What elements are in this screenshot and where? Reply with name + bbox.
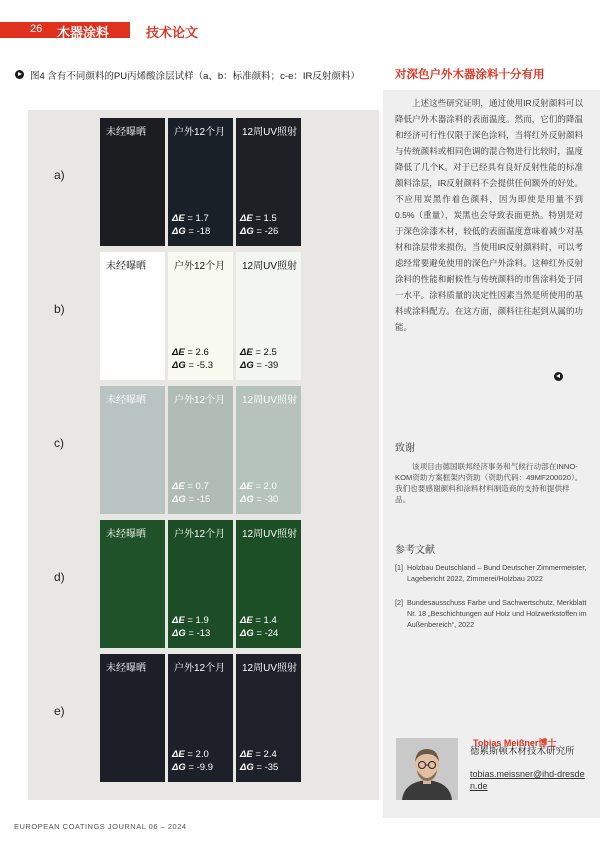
- delta-g-symbol: ΔG: [240, 494, 254, 505]
- swatch-outdoor-12-months: [168, 520, 233, 648]
- delta-e-line: [172, 346, 213, 359]
- delta-e-value: = 2.0: [255, 481, 277, 492]
- delta-g-line: [240, 359, 278, 372]
- delta-e-line: [240, 346, 278, 359]
- delta-e-line: [240, 748, 278, 761]
- delta-g-value: = -18: [188, 226, 211, 237]
- delta-e-symbol: ΔE: [172, 615, 185, 626]
- swatch-values: [240, 212, 278, 238]
- swatch-label: 未经曝晒: [106, 261, 146, 272]
- delta-e-symbol: ΔE: [240, 615, 253, 626]
- delta-g-line: [240, 493, 278, 506]
- swatch-outdoor-12-months: [168, 118, 233, 246]
- delta-g-value: = -15: [188, 494, 211, 505]
- delta-g-symbol: ΔG: [240, 762, 254, 773]
- delta-g-line: [172, 359, 213, 372]
- delta-g-symbol: ΔG: [240, 360, 254, 371]
- swatch-label: 12周UV照射: [242, 663, 298, 674]
- swatch-values: [240, 480, 278, 506]
- delta-g-line: [172, 493, 210, 506]
- delta-e-value: = 0.7: [187, 481, 209, 492]
- delta-g-line: [240, 225, 278, 238]
- delta-g-symbol: ΔG: [172, 360, 186, 371]
- delta-e-line: [172, 614, 210, 627]
- swatch-values: [172, 480, 210, 506]
- author-affiliation: 德累斯顿木材技术研究所: [470, 746, 575, 757]
- swatch-label: 12周UV照射: [242, 127, 298, 138]
- subsection-title: 技术论文: [146, 25, 199, 40]
- delta-g-value: = -24: [256, 628, 279, 639]
- delta-g-value: = -35: [256, 762, 279, 773]
- delta-g-value: = -13: [188, 628, 211, 639]
- article-body: 上述这些研究证明，通过使用IR反射颜料可以降低户外木器涂料的表面温度。然而，它们的降温和经济可行性仅限于深色涂料，当将红外反射颜料与传统颜料或相同色调的混合物进行比较时，温度降低了几个K。对于已经具有良好反射性能的标准颜料涂层，IR反射颜料不会提供任何额外的好处。不应用炭黑作着色颜料，因为即使是用量不到0.5%（重量），炭黑也会导致表面更热。特别是对于深色涂漆木材，较低的表面温度意味着减少对基材和涂层带来损伤。当使用IR反射颜料时，可以考虑经常要避免使用的深色户外涂料。这种红外反射涂料的性能和耐候性与传统颜料的市售涂料处于同一水平。涂料质量的决定性因素当然是所使用的基料或涂料配方。在这方面，颜料往往起到从属的功能。: [395, 98, 583, 332]
- delta-g-line: [240, 627, 278, 640]
- swatch-label: 户外12个月: [174, 529, 226, 540]
- delta-e-symbol: ΔE: [172, 213, 185, 224]
- delta-e-value: = 1.5: [255, 213, 277, 224]
- delta-g-line: [240, 761, 278, 774]
- author-photo: [396, 738, 458, 800]
- caption-arrow-icon: [15, 70, 24, 79]
- row-letter: c): [54, 436, 64, 450]
- delta-e-symbol: ΔE: [172, 347, 185, 358]
- swatch-label: 未经曝晒: [106, 395, 146, 406]
- delta-e-line: [172, 480, 210, 493]
- swatch-values: [240, 614, 278, 640]
- swatch-unexposed: [100, 386, 165, 514]
- delta-g-symbol: ΔG: [172, 494, 186, 505]
- swatch-label: 未经曝晒: [106, 127, 146, 138]
- page-header: [0, 0, 600, 40]
- swatch-label: 未经曝晒: [106, 663, 146, 674]
- swatch-label: 12周UV照射: [242, 529, 298, 540]
- end-arrow-icon: [554, 372, 563, 381]
- figure-caption: 图4 含有不同颜料的PU丙烯酸涂层试样（a、b：标准颜料；c-e：IR反射颜料）: [30, 71, 360, 82]
- swatch-label: 12周UV照射: [242, 261, 298, 272]
- swatch-label: 未经曝晒: [106, 529, 146, 540]
- delta-g-line: [172, 627, 210, 640]
- delta-g-value: = -26: [256, 226, 279, 237]
- delta-e-value: = 2.0: [187, 749, 209, 760]
- journal-footer: EUROPEAN COATINGS JOURNAL 06 – 2024: [14, 822, 187, 831]
- delta-g-line: [172, 761, 213, 774]
- delta-g-symbol: ΔG: [172, 762, 186, 773]
- references-heading: 参考文献: [395, 545, 435, 556]
- delta-g-symbol: ΔG: [240, 628, 254, 639]
- acknowledgement-heading: 致谢: [395, 443, 415, 454]
- delta-e-line: [240, 614, 278, 627]
- swatch-label: 户外12个月: [174, 127, 226, 138]
- swatch-unexposed: [100, 520, 165, 648]
- swatch-outdoor-12-months: [168, 386, 233, 514]
- delta-e-symbol: ΔE: [240, 347, 253, 358]
- swatch-values: [240, 748, 278, 774]
- author-email-link[interactable]: tobias.meissner@ihd-dresden.de: [470, 769, 585, 791]
- reference-number: [1]: [395, 563, 403, 572]
- swatch-uv-12-weeks: [236, 386, 301, 514]
- reference-item: [395, 562, 587, 584]
- delta-e-symbol: ΔE: [172, 749, 185, 760]
- row-letter: d): [54, 570, 65, 584]
- delta-e-line: [172, 212, 210, 225]
- delta-e-value: = 1.7: [187, 213, 209, 224]
- delta-g-line: [172, 225, 210, 238]
- swatch-uv-12-weeks: [236, 118, 301, 246]
- swatch-outdoor-12-months: [168, 654, 233, 782]
- delta-e-value: = 2.4: [255, 749, 277, 760]
- delta-g-value: = -9.9: [188, 762, 213, 773]
- page-number: 26: [30, 23, 43, 35]
- delta-g-value: = -39: [256, 360, 279, 371]
- delta-g-value: = -30: [256, 494, 279, 505]
- swatch-values: [240, 346, 278, 372]
- swatch-values: [172, 346, 213, 372]
- reference-text: Holzbau Deutschland – Bund Deutscher Zimmermeister, Lagebericht 2022, Zimmerei/Holzbau 2022: [407, 563, 587, 583]
- delta-e-value: = 2.6: [187, 347, 209, 358]
- delta-g-symbol: ΔG: [172, 226, 186, 237]
- reference-text: Bundesausschuss Farbe und Sachwertschutz, Merkblatt Nr. 18 „Beschichtungen auf Holz und Holzwerkstoffen im Außenbereich“, 2022: [407, 598, 587, 629]
- swatch-uv-12-weeks: [236, 520, 301, 648]
- delta-g-value: = -5.3: [188, 360, 213, 371]
- delta-e-value: = 1.9: [187, 615, 209, 626]
- swatch-label: 户外12个月: [174, 395, 226, 406]
- delta-e-symbol: ΔE: [240, 481, 253, 492]
- delta-g-symbol: ΔG: [172, 628, 186, 639]
- swatch-uv-12-weeks: [236, 654, 301, 782]
- swatch-label: 12周UV照射: [242, 395, 298, 406]
- delta-e-line: [172, 748, 213, 761]
- swatch-values: [172, 614, 210, 640]
- swatch-unexposed: [100, 654, 165, 782]
- row-letter: e): [54, 704, 65, 718]
- delta-e-line: [240, 480, 278, 493]
- section-title: 木器涂料: [57, 25, 110, 40]
- swatch-label: 户外12个月: [174, 663, 226, 674]
- row-letter: b): [54, 302, 65, 316]
- reference-number: [2]: [395, 598, 403, 607]
- article-heading: 对深色户外木器涂料十分有用: [395, 69, 545, 81]
- swatch-uv-12-weeks: [236, 252, 301, 380]
- swatch-outdoor-12-months: [168, 252, 233, 380]
- reference-item: [395, 597, 587, 630]
- delta-e-symbol: ΔE: [240, 749, 253, 760]
- delta-e-line: [240, 212, 278, 225]
- delta-e-symbol: ΔE: [240, 213, 253, 224]
- swatch-values: [172, 212, 210, 238]
- swatch-unexposed: [100, 118, 165, 246]
- swatch-values: [172, 748, 213, 774]
- delta-e-value: = 1.4: [255, 615, 277, 626]
- row-letter: a): [54, 168, 65, 182]
- delta-e-value: = 2.5: [255, 347, 277, 358]
- author-name: Tobias Meißner博士: [473, 738, 557, 748]
- acknowledgement-text: 该项目由德国联邦经济事务和气候行动部在INNO-KOM资助方案框架内资助（资助代码：49MF200020）。我们也要感谢颜料和涂料材料制造商的支持和提供样品。: [395, 462, 583, 504]
- swatch-unexposed: [100, 252, 165, 380]
- swatch-label: 户外12个月: [174, 261, 226, 272]
- delta-e-symbol: ΔE: [172, 481, 185, 492]
- delta-g-symbol: ΔG: [240, 226, 254, 237]
